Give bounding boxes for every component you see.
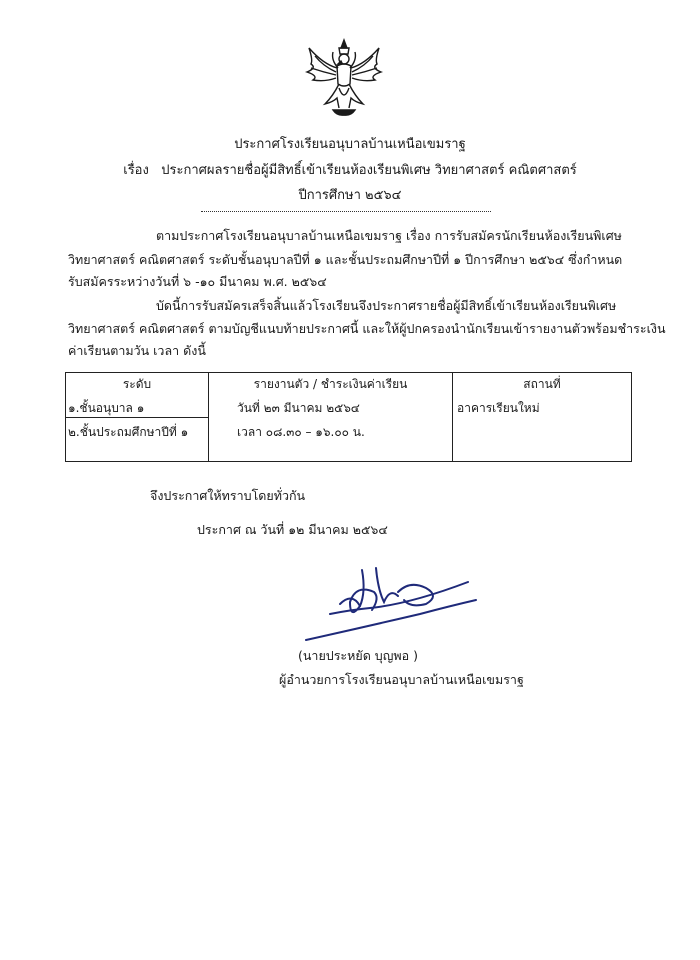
paragraph-1-line-1: ตามประกาศโรงเรียนอนุบาลบ้านเหนือเขมราฐ เรื่อง การรับสมัครนักเรียนห้องเรียนพิเศษ <box>156 228 622 243</box>
paragraph-1-line-2: วิทยาศาสตร์ คณิตศาสตร์ ระดับชั้นอนุบาลปีที่ ๑ และชั้นประถมศึกษาปีที่ ๑ ปีการศึกษา ๒๕๖๔ ซึ่งกำหนด <box>68 252 623 267</box>
signer-title: ผู้อำนวยการโรงเรียนอนุบาลบ้านเหนือเขมราฐ <box>279 672 524 687</box>
place-column <box>453 373 632 462</box>
announcement-title: ประกาศโรงเรียนอนุบาลบ้านเหนือเขมราฐ <box>234 137 466 152</box>
level-primary: ๒.ชั้นประถมศึกษาปีที่ ๑ <box>68 425 189 439</box>
schedule-table <box>65 372 632 462</box>
paragraph-2-line-2: วิทยาศาสตร์ คณิตศาสตร์ ตามบัญชีแนบท้ายประกาศนี้ และให้ผู้ปกครองนำนักเรียนเข้ารายงานตัวพร้อมชำระเงิน <box>68 321 666 336</box>
announcement-subject <box>0 159 700 180</box>
academic-year: ปีการศึกษา ๒๕๖๔ <box>298 188 402 203</box>
closing-notice: จึงประกาศให้ทราบโดยทั่วกัน <box>150 488 306 503</box>
report-column <box>209 373 453 462</box>
dotted-divider <box>201 210 491 212</box>
subject-label: เรื่อง <box>123 163 149 178</box>
paragraph-1-line-3: รับสมัครระหว่างวันที่ ๖ -๑๐ มีนาคม พ.ศ. ๒๕๖๔ <box>68 274 327 289</box>
table-header-report: รายงานตัว / ชำระเงินค่าเรียน <box>253 377 408 391</box>
level-row-divider <box>66 417 208 418</box>
level-kindergarten: ๑.ชั้นอนุบาล ๑ <box>68 401 145 415</box>
garuda-emblem-icon <box>303 38 385 118</box>
report-date: วันที่ ๒๓ มีนาคม ๒๕๖๔ <box>237 401 360 415</box>
subject-text: ประกาศผลรายชื่อผู้มีสิทธิ์เข้าเรียนห้องเรียนพิเศษ วิทยาศาสตร์ คณิตศาสตร์ <box>161 163 577 178</box>
place-value: อาคารเรียนใหม่ <box>457 401 540 415</box>
handwritten-signature <box>300 562 480 644</box>
level-column <box>66 373 209 462</box>
table-header-place: สถานที่ <box>523 377 561 391</box>
table-header-level: ระดับ <box>122 377 152 391</box>
paragraph-2-line-3: ค่าเรียนตามวัน เวลา ดังนี้ <box>68 343 206 358</box>
announcement-date: ประกาศ ณ วันที่ ๑๒ มีนาคม ๒๕๖๔ <box>197 522 388 537</box>
signer-name: (นายประหยัด บุญพอ ) <box>298 648 418 663</box>
paragraph-2-line-1: บัดนี้การรับสมัครเสร็จสิ้นแล้วโรงเรียนจึงประกาศรายชื่อผู้มีสิทธิ์เข้าเรียนห้องเรียนพิเศษ <box>156 298 617 313</box>
report-time: เวลา ๐๘.๓๐ – ๑๖.๐๐ น. <box>237 425 365 439</box>
